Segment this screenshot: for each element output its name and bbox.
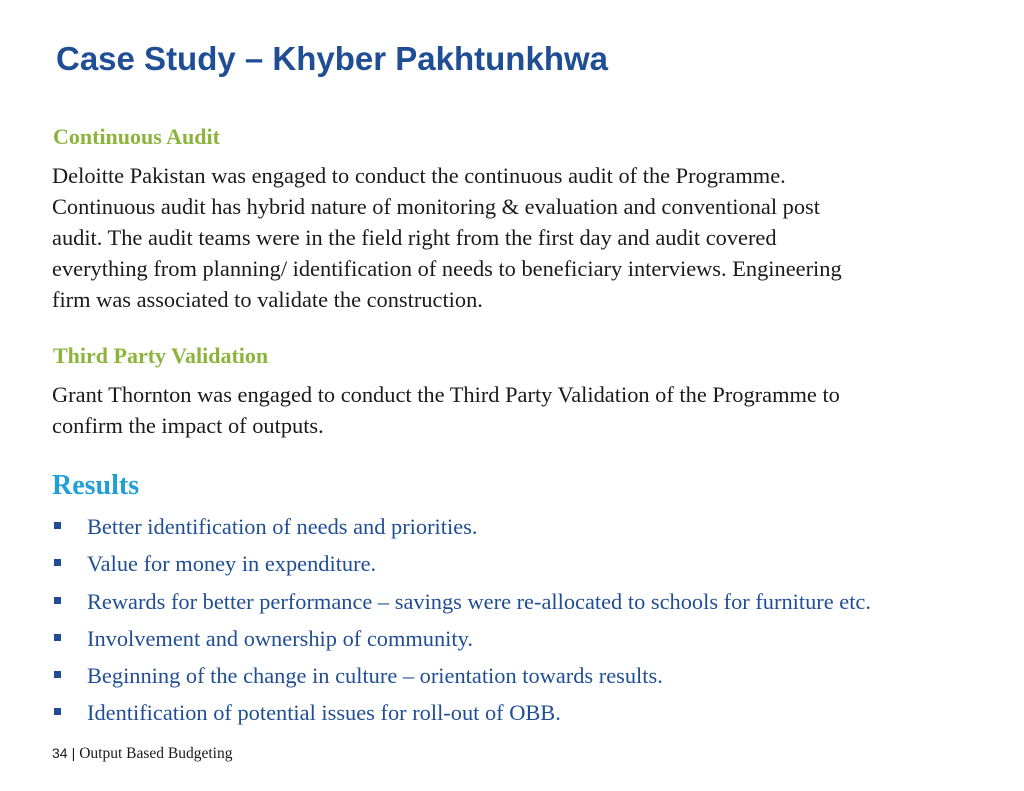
paragraph-line: firm was associated to validate the construction. xyxy=(52,287,483,312)
paragraph-line: Continuous audit has hybrid nature of monitoring & evaluation and conventional post xyxy=(52,194,820,219)
square-bullet-icon xyxy=(54,671,61,678)
list-item-text: Value for money in expenditure. xyxy=(87,551,377,577)
square-bullet-icon xyxy=(54,522,61,529)
page-number: 34 xyxy=(52,745,68,761)
paragraph-line: audit. The audit teams were in the field right from the first day and audit covered xyxy=(52,225,777,250)
list-item-text: Beginning of the change in culture – orientation towards results. xyxy=(87,663,663,689)
results-heading: Results xyxy=(52,470,140,501)
square-bullet-icon xyxy=(54,597,61,604)
square-bullet-icon xyxy=(54,634,61,641)
continuous-audit-paragraph xyxy=(52,160,982,315)
footer xyxy=(52,745,233,763)
paragraph-line: confirm the impact of outputs. xyxy=(52,413,324,438)
footer-separator: | xyxy=(71,745,76,761)
third-party-validation-paragraph xyxy=(52,379,982,441)
list-item-text: Rewards for better performance – savings were re-allocated to schools for furniture etc. xyxy=(87,588,871,614)
paragraph-line: Grant Thornton was engaged to conduct the Third Party Validation of the Programme to xyxy=(52,382,840,407)
footer-label: Output Based Budgeting xyxy=(79,745,233,762)
continuous-audit-heading: Continuous Audit xyxy=(53,124,220,149)
square-bullet-icon xyxy=(54,559,61,566)
list-item-text: Identification of potential issues for roll-out of OBB. xyxy=(87,700,561,726)
third-party-validation-heading: Third Party Validation xyxy=(53,343,269,368)
list-item-text: Better identification of needs and priorities. xyxy=(87,514,478,539)
page-title: Case Study – Khyber Pakhtunkhwa xyxy=(56,40,608,77)
paragraph-line: everything from planning/ identification of needs to beneficiary interviews. Engineering xyxy=(52,256,842,281)
list-item-text: Involvement and ownership of community. xyxy=(87,625,473,651)
paragraph-line: Deloitte Pakistan was engaged to conduct the continuous audit of the Programme. xyxy=(52,163,786,188)
square-bullet-icon xyxy=(54,708,61,715)
